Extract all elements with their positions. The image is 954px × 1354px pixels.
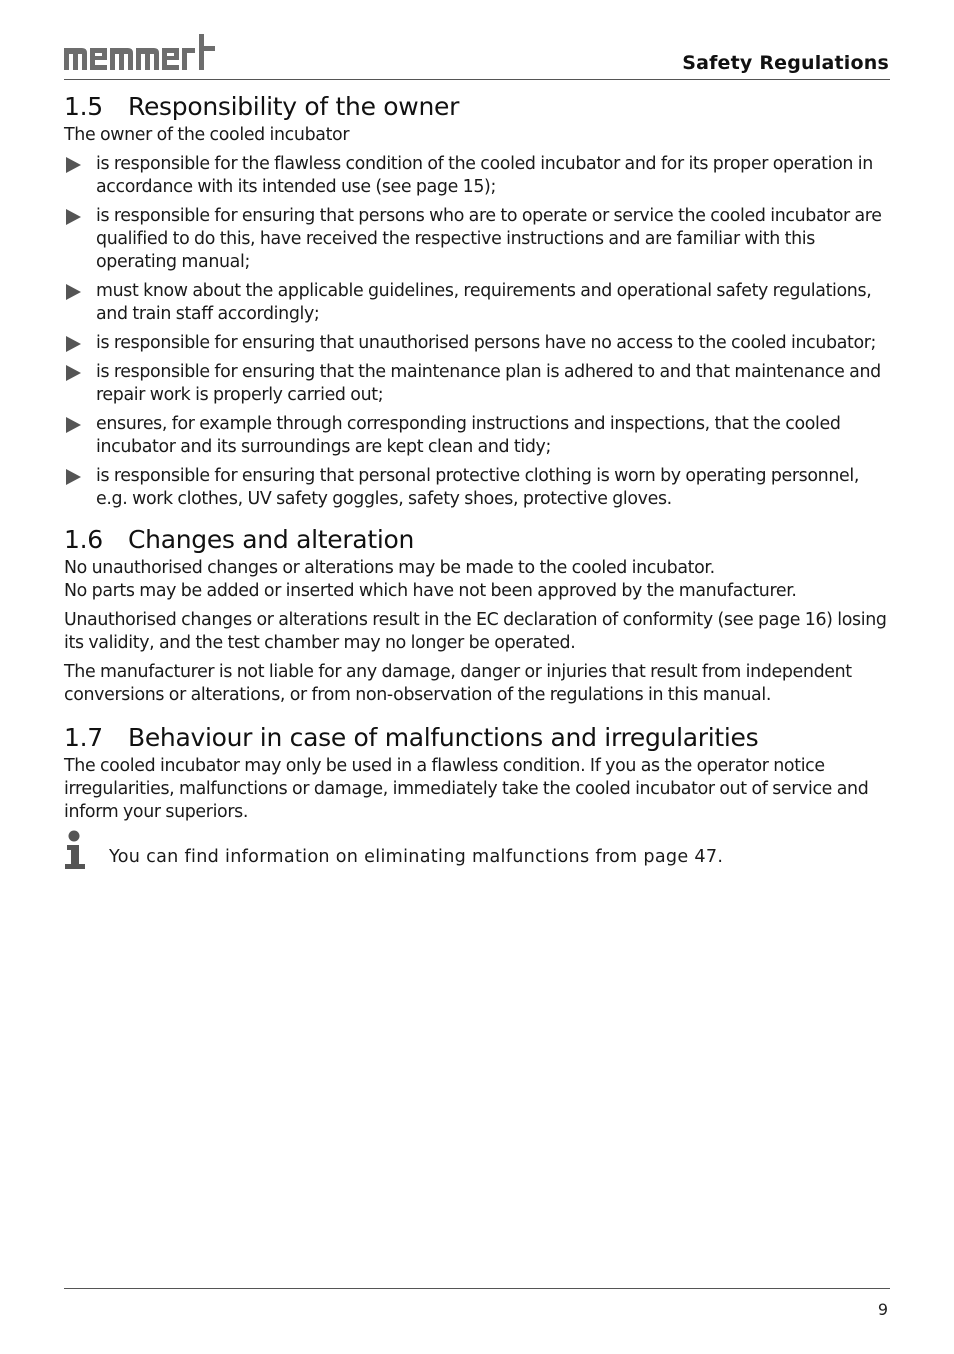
- section-heading: [64, 523, 890, 557]
- section-number: 1.7: [64, 723, 103, 752]
- arrow-bullet-icon: [66, 284, 81, 300]
- section-1-6: [64, 523, 890, 721]
- list-item: ensures, for example through corresponding instructions and inspections, that the cooled incubator and its surroundings are kept clean and tidy;: [64, 413, 890, 459]
- list-item: is responsible for the flawless condition of the cooled incubator and for its proper operation in accordance with its intended use (see page 15);: [64, 153, 890, 199]
- section-1-7: [64, 721, 890, 874]
- section-title: Responsibility of the owner: [128, 92, 460, 121]
- paragraph: Unauthorised changes or alterations result in the EC declaration of conformity (see page 16) losing its validity, and the test chamber may no longer be operated.: [64, 610, 887, 653]
- arrow-bullet-icon: [66, 365, 81, 381]
- list-item: is responsible for ensuring that the maintenance plan is adhered to and that maintenance and repair work is properly carried out;: [64, 361, 890, 407]
- section-title: Behaviour in case of malfunctions and irregularities: [128, 723, 759, 752]
- list-item: is responsible for ensuring that personal protective clothing is worn by operating personnel, e.g. work clothes, UV safety goggles, safety shoes, protective gloves.: [64, 465, 890, 511]
- arrow-bullet-icon: [66, 469, 81, 485]
- list-item: is responsible for ensuring that persons who are to operate or service the cooled incubator are qualified to do this, have received the respective instructions and are familiar with this operating manual;: [64, 205, 890, 274]
- section-title: Changes and alteration: [128, 525, 415, 554]
- paragraph: The manufacturer is not liable for any damage, danger or injuries that result from independent conversions or alterations, or from non-observation of the regulations in this manual.: [64, 662, 852, 705]
- section-heading: [64, 721, 890, 755]
- memmert-logo: [64, 34, 216, 70]
- section-number: 1.6: [64, 525, 103, 554]
- section-heading: [64, 90, 890, 124]
- section-number: 1.5: [64, 92, 103, 121]
- footer-divider: [64, 1288, 890, 1289]
- paragraph: The cooled incubator may only be used in a flawless condition. If you as the operator notice irregularities, malfunctions or damage, immediately take the cooled incubator out of service and inform your superiors.: [64, 756, 869, 822]
- info-icon: [64, 830, 88, 870]
- page-content: [64, 90, 890, 874]
- list-item: is responsible for ensuring that unauthorised persons have no access to the cooled incubator;: [64, 332, 890, 355]
- running-header-title: Safety Regulations: [682, 52, 889, 74]
- section-1-5: [64, 90, 890, 511]
- header-divider: [64, 79, 890, 80]
- arrow-bullet-icon: [66, 209, 81, 225]
- paragraph: No unauthorised changes or alterations may be made to the cooled incubator. No parts may be added or inserted which have not been approved by the manufacturer.: [64, 558, 797, 601]
- note-text: You can find information on eliminating malfunctions from page 47.: [109, 847, 724, 867]
- list-item: must know about the applicable guidelines, requirements and operational safety regulations, and train staff accordingly;: [64, 280, 890, 326]
- section-intro: The owner of the cooled incubator: [64, 125, 350, 145]
- info-note: [64, 830, 890, 874]
- arrow-bullet-icon: [66, 417, 81, 433]
- arrow-bullet-icon: [66, 336, 81, 352]
- arrow-bullet-icon: [66, 157, 81, 173]
- page-number: 9: [877, 1300, 888, 1319]
- responsibility-list: [64, 153, 890, 511]
